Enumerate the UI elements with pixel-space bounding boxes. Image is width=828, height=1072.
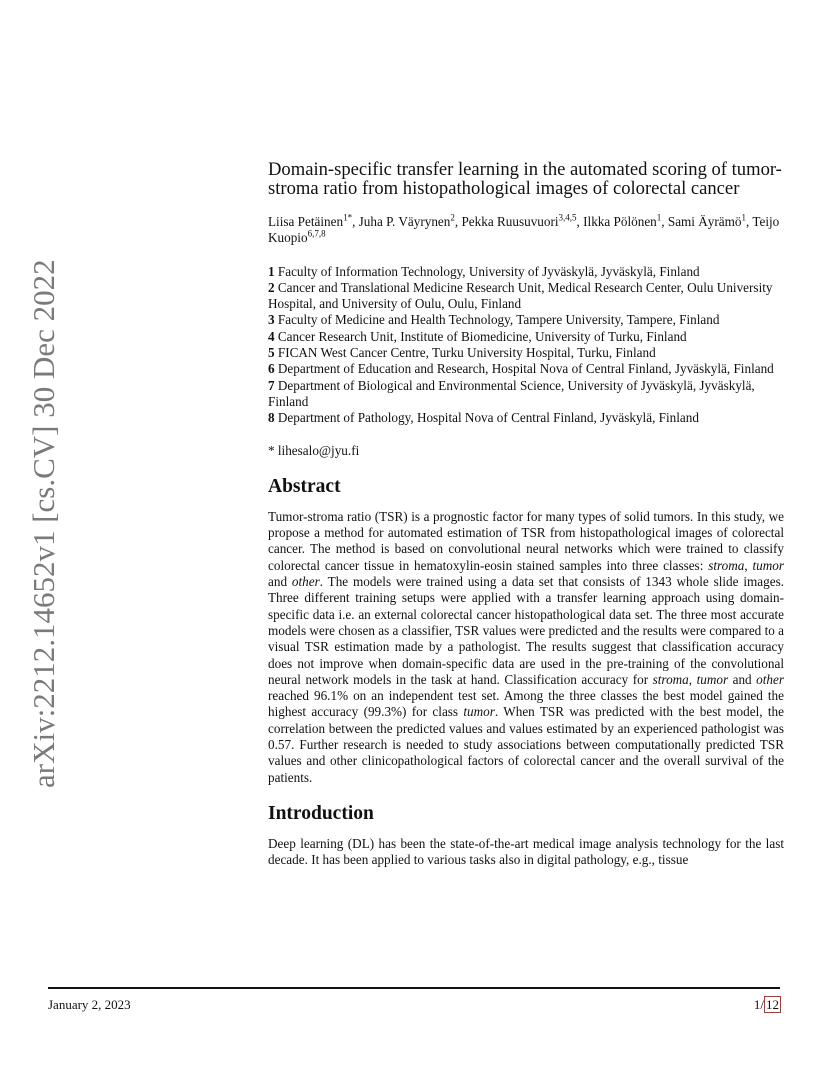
paper-content	[268, 160, 784, 869]
paper-title: Domain-specific transfer learning in the automated scoring of tumor-stroma ratio from histopathological images of colorectal cancer	[268, 159, 782, 199]
author: Juha P. Väyrynen$^2$,	[358, 212, 462, 229]
author: Sami Äyrämö$^1$,	[667, 212, 753, 229]
author: Pekka Ruusuvuori$^{3,4,5}$,	[461, 212, 584, 229]
affiliation-list	[268, 264, 784, 427]
affiliation: 1 Faculty of Information Technology, University of Jyväskylä, Jyväskylä, Finland	[268, 263, 700, 279]
affiliation: 5 FICAN West Cancer Centre, Turku University Hospital, Turku, Finland	[268, 345, 656, 361]
author: Liisa Petäinen$^{1*}$,	[268, 212, 359, 229]
affiliation: 3 Faculty of Medicine and Health Technology, Tampere University, Tampere, Finland	[268, 312, 720, 328]
abstract-body: Tumor-stroma ratio (TSR) is a prognostic factor for many types of solid tumors. In this study, we propose a method for automated estimation of TSR from histopathological images of colorectal cancer. The method is based on convolutional neural networks which were trained to classify colorectal cancer tissue in hematoxylin-eosin stained samples into three classes: stroma, tumor and other. The models were trained using a data set that consists of 1343 whole slide images. Three different training setups were applied with a transfer learning approach using domain-specific data i.e. an external colorectal cancer histopathological data set. The three most accurate models were chosen as a classifier, TSR values were predicted and the results were compared to a visual TSR estimation made by a pathologist. The results suggest that classification accuracy does not improve when domain-specific data are used in the pre-training of the convolutional neural network models in the task at hand. Classification accuracy for stroma, tumor and other reached 96.1% on an independent test set. Among the three classes the best model gained the highest accuracy (99.3%) for class tumor. When TSR was predicted with the best model, the correlation between the predicted values and values estimated by an experienced pathologist was 0.57. Further research is needed to study associations between computationally predicted TSR values and other clinicopathological factors of colorectal cancer and the overall survival of the patients.	[268, 508, 785, 785]
affiliation: 8 Department of Pathology, Hospital Nova of Central Finland, Jyväskylä, Finland	[268, 410, 699, 426]
abstract-heading: Abstract	[268, 475, 341, 497]
affiliation: 2 Cancer and Translational Medicine Research Unit, Medical Research Center, Oulu University Hospital, and University of Oulu, Oulu, Finland	[268, 279, 773, 312]
footer-divider	[48, 987, 780, 989]
introduction-heading: Introduction	[268, 802, 374, 824]
author: Ilkka Pölönen$^1$,	[583, 212, 668, 229]
affiliation: 7 Department of Biological and Environmental Science, University of Jyväskylä, Jyväskylä, Finland	[268, 377, 755, 409]
arxiv-side-identifier: arXiv:2212.14652v1 [cs.CV] 30 Dec 2022	[26, 259, 61, 788]
author-list	[268, 214, 784, 247]
corresponding-email[interactable]: * lihesalo@jyu.fi	[268, 442, 360, 458]
footer-date: January 2, 2023	[48, 997, 131, 1012]
footer-page-number: 1/ 12	[753, 997, 779, 1012]
affiliation: 4 Cancer Research Unit, Institute of Biomedicine, University of Turku, Finland	[268, 328, 687, 344]
introduction-body: Deep learning (DL) has been the state-of-the-art medical image analysis technology for the last decade. It has been applied to various tasks also in digital pathology, e.g., tissue	[268, 835, 784, 868]
affiliation: 6 Department of Education and Research, Hospital Nova of Central Finland, Jyväskylä, Finland	[268, 361, 774, 377]
total-pages-link[interactable]: 12	[766, 997, 779, 1012]
author: Teijo Kuopio$^{6,7,8}$	[268, 214, 780, 246]
